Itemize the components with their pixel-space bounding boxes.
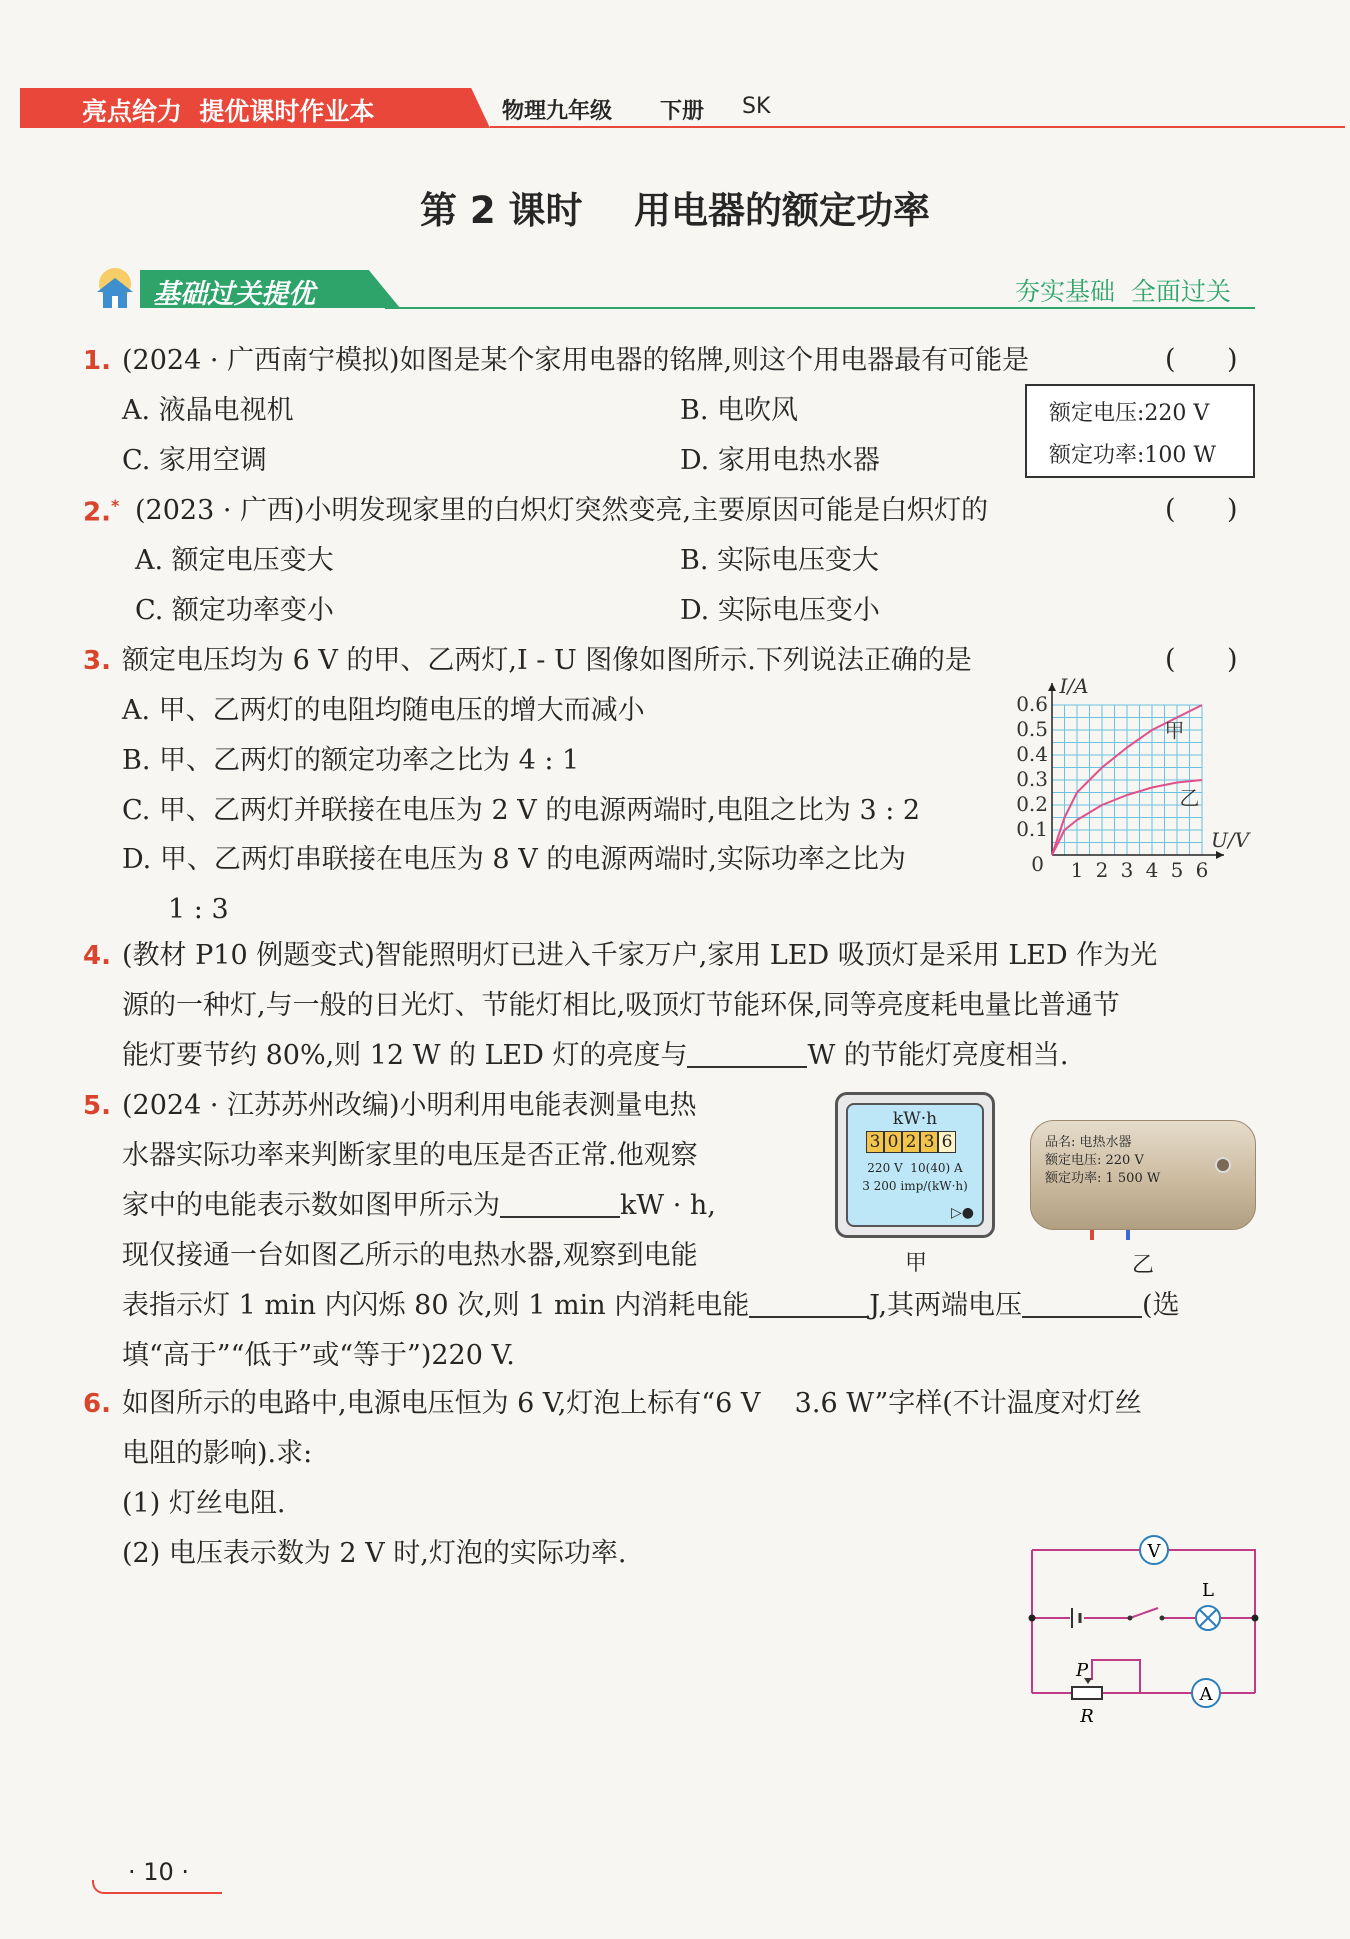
chart-axes: [1048, 683, 1224, 859]
y-tick-label: 0.6: [1016, 692, 1048, 716]
q5-blank-3[interactable]: [1022, 1290, 1142, 1318]
heater-label: 乙: [1132, 1253, 1155, 1278]
q3-option-b[interactable]: B. 甲、乙两灯的额定功率之比为 4 : 1: [122, 745, 580, 776]
x-tick-label: 2: [1095, 858, 1109, 882]
voltmeter-icon: [1140, 1536, 1168, 1564]
q2-option-c[interactable]: C. 额定功率变小: [135, 595, 334, 626]
q1-option-a[interactable]: A. 液晶电视机: [122, 395, 294, 426]
y-axis-label: I/A: [1059, 674, 1089, 698]
volume: 下册: [660, 99, 705, 124]
q2-mark: *: [110, 496, 120, 515]
q1-paren: ( ): [1165, 344, 1238, 375]
header-bar: [20, 88, 1345, 128]
q6-circuit-diagram: [1020, 1528, 1265, 1728]
house-sun-icon: [85, 262, 145, 312]
lamp-label: L: [1202, 1580, 1214, 1601]
x-tick-label: 6: [1195, 858, 1209, 882]
q5-line5: [122, 1289, 1180, 1323]
rheostat-label: R: [1080, 1706, 1094, 1727]
q5-line1: (2024 · 江苏苏州改编)小明利用电能表测量电热: [122, 1090, 697, 1121]
q2-paren: ( ): [1165, 494, 1238, 525]
meter-rating: 220 V 10(40) A: [867, 1161, 963, 1175]
meter-digit-decimal: 6: [938, 1131, 956, 1153]
meter-digit: 2: [902, 1131, 920, 1153]
q3-option-a[interactable]: A. 甲、乙两灯的电阻均随电压的增大而减小: [122, 695, 645, 726]
q6-sub1: (1) 灯丝电阻.: [122, 1488, 286, 1519]
q2-option-b[interactable]: B. 实际电压变大: [680, 545, 880, 576]
lesson-title: 第 2 课时 用电器的额定功率: [419, 189, 931, 232]
q5-line5-pre: 表指示灯 1 min 内闪烁 80 次,则 1 min 内消耗电能: [122, 1290, 750, 1321]
y-tick-label: 0.5: [1016, 717, 1048, 741]
ammeter-label: A: [1199, 1684, 1213, 1705]
q1-stem: (2024 · 广西南宁模拟)如图是某个家用电器的铭牌,则这个用电器最有可能是: [122, 345, 1030, 376]
q5-line2: 水器实际功率来判断家里的电压是否正常.他观察: [122, 1140, 698, 1171]
q4-blank[interactable]: [687, 1040, 807, 1068]
heater-pipes-icon: [1090, 1230, 1130, 1240]
q3-number: 3.: [83, 646, 111, 676]
q6-line1: 如图所示的电路中,电源电压恒为 6 V,灯泡上标有“6 V 3.6 W”字样(不计温度对灯丝: [122, 1388, 1142, 1419]
series-label: 甲: [1164, 718, 1185, 743]
q1-nameplate: [1025, 384, 1255, 478]
y-axis-arrow-icon: [1048, 683, 1056, 691]
q6-sub2: (2) 电压表示数为 2 V 时,灯泡的实际功率.: [122, 1538, 627, 1569]
q4-line3-pre: 能灯要节约 80%,则 12 W 的 LED 灯的亮度与: [122, 1040, 688, 1071]
x-tick-label: 5: [1170, 858, 1184, 882]
section-motto: 夯实基础 全面过关: [1015, 277, 1231, 306]
junction-dot: [1029, 1615, 1036, 1622]
q6-line2: 电阻的影响).求:: [122, 1438, 313, 1469]
page-number: · 10 ·: [128, 1858, 190, 1886]
q5-number: 5.: [83, 1091, 111, 1121]
q2-number: [83, 496, 119, 528]
voltmeter-label: V: [1147, 1541, 1161, 1562]
y-tick-label: 0.4: [1016, 742, 1048, 766]
heater-name: 品名: 电热水器: [1045, 1135, 1132, 1150]
x-axis-arrow-icon: [1216, 851, 1224, 859]
ammeter-icon: [1192, 1679, 1220, 1707]
q1-number: 1.: [83, 346, 111, 376]
q5-line6: 填“高于”“低于”或“等于”)220 V.: [122, 1340, 515, 1371]
energy-meter-face: [846, 1103, 984, 1227]
q2-option-a[interactable]: A. 额定电压变大: [135, 545, 334, 576]
q1-option-d[interactable]: D. 家用电热水器: [680, 445, 880, 476]
heater-knob-icon: [1215, 1157, 1231, 1173]
q1-option-b[interactable]: B. 电吹风: [680, 395, 799, 426]
energy-meter: [835, 1092, 995, 1238]
water-heater: [1030, 1120, 1256, 1230]
q3-paren: ( ): [1165, 644, 1238, 675]
x-tick-label: 4: [1145, 858, 1159, 882]
heater-voltage: 额定电压: 220 V: [1045, 1153, 1144, 1168]
q5-line5-mid: J,其两端电压: [869, 1290, 1023, 1321]
series-label: 乙: [1179, 786, 1200, 810]
lamp-icon: [1196, 1580, 1220, 1630]
q4-line2: 源的一种灯,与一般的日光灯、节能灯相比,吸顶灯节能环保,同等亮度耗电量比普通节: [122, 990, 1120, 1021]
q2-option-d[interactable]: D. 实际电压变小: [680, 595, 880, 626]
q4-line3-post: W 的节能灯亮度相当.: [807, 1040, 1069, 1071]
battery-icon: [1072, 1608, 1080, 1628]
q5-line5-post: (选: [1142, 1290, 1180, 1321]
q3-option-d[interactable]: D. 甲、乙两灯串联接在电压为 8 V 的电源两端时,实际功率之比为: [122, 844, 906, 875]
heater-power: 额定功率: 1 500 W: [1045, 1171, 1161, 1186]
y-tick-label: 0.3: [1016, 767, 1048, 791]
q3-stem: 额定电压均为 6 V 的甲、乙两灯,I - U 图像如图所示.下列说法正确的是: [122, 645, 972, 676]
x-tick-label: 3: [1120, 858, 1134, 882]
meter-constant: 3 200 imp/(kW·h): [862, 1179, 968, 1193]
q5-line3-post: kW · h,: [620, 1190, 716, 1221]
q4-line3: [122, 1039, 1068, 1073]
q6-number: 6.: [83, 1389, 111, 1419]
subject: 物理九年级: [502, 99, 613, 124]
q3-option-c[interactable]: C. 甲、乙两灯并联接在电压为 2 V 的电源两端时,电阻之比为 3 : 2: [122, 795, 921, 826]
q5-line3: [122, 1189, 716, 1223]
meter-digits: [866, 1131, 956, 1153]
q3-option-d-cont: 1 : 3: [168, 894, 229, 925]
origin-label: 0: [1031, 852, 1044, 876]
q3-iu-chart: [1010, 674, 1260, 890]
q5-line4: 现仅接通一台如图乙所示的电热水器,观察到电能: [122, 1240, 698, 1271]
x-tick-label: 1: [1070, 858, 1084, 882]
q5-blank-1[interactable]: [500, 1190, 620, 1218]
section-title: 基础过关提优: [153, 279, 315, 310]
q5-line3-pre: 家中的电能表示数如图甲所示为: [122, 1190, 500, 1221]
y-tick-label: 0.1: [1016, 817, 1048, 841]
nameplate-voltage: 额定电压:220 V: [1049, 401, 1210, 426]
edition: SK: [742, 94, 771, 119]
meter-digit: 3: [920, 1131, 938, 1153]
q1-option-c[interactable]: C. 家用空调: [122, 445, 267, 476]
meter-indicator-icon: ▷●: [951, 1205, 974, 1221]
meter-label: 甲: [905, 1251, 928, 1276]
junction-dot: [1252, 1615, 1259, 1622]
q2-stem: (2023 · 广西)小明发现家里的白炽灯突然变亮,主要原因可能是白炽灯的: [135, 495, 989, 526]
section-banner: [85, 262, 1255, 312]
nameplate-power: 额定功率:100 W: [1049, 443, 1217, 468]
q4-line1: (教材 P10 例题变式)智能照明灯已进入千家万户,家用 LED 吸顶灯是采用 LED 作为光: [122, 940, 1158, 971]
meter-unit: kW·h: [892, 1109, 938, 1129]
q5-blank-2[interactable]: [749, 1290, 869, 1318]
brand-text: 亮点给力 提优课时作业本: [82, 97, 375, 126]
q2-num-text: 2.: [83, 497, 111, 528]
header-rule: [490, 126, 1345, 128]
slider-label: P: [1075, 1660, 1089, 1681]
x-axis-label: U/V: [1210, 828, 1250, 852]
q4-number: 4.: [83, 941, 111, 971]
rheostat-icon: [1072, 1660, 1102, 1727]
y-tick-label: 0.2: [1016, 792, 1048, 816]
meter-digit: 3: [866, 1131, 884, 1153]
meter-digit: 0: [884, 1131, 902, 1153]
